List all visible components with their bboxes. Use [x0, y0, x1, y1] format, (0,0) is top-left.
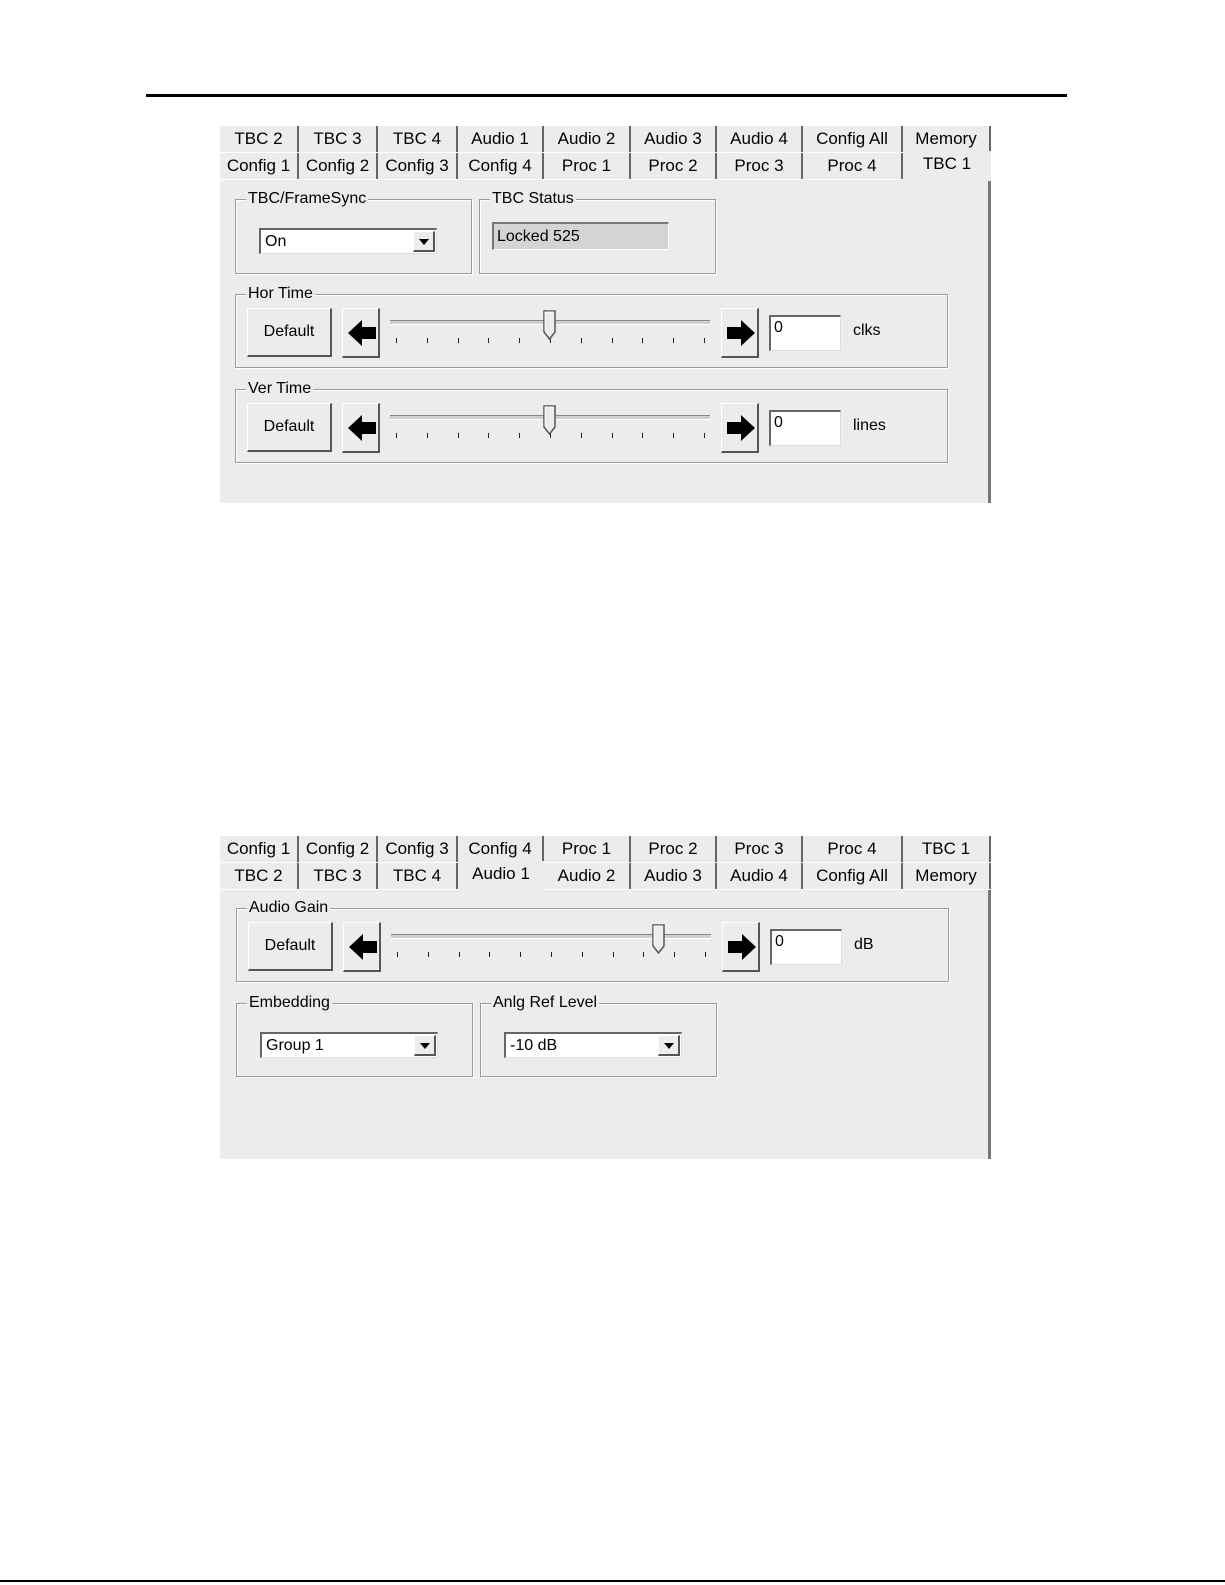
- select-value: Group 1: [266, 1037, 324, 1054]
- hor-time-default-button[interactable]: Default: [247, 308, 332, 357]
- slider-thumb[interactable]: [543, 310, 557, 340]
- tab-config-all[interactable]: Config All: [803, 126, 903, 152]
- ver-time-decrease-button[interactable]: [342, 403, 380, 453]
- tab-config-4[interactable]: Config 4: [458, 836, 544, 862]
- embedding-group: [236, 994, 473, 1077]
- slider-tick: [642, 433, 643, 438]
- tab-content: [220, 890, 991, 1159]
- left-arrow-icon: [346, 318, 378, 348]
- tab-config-1[interactable]: Config 1: [220, 836, 299, 862]
- slider-tick: [704, 433, 705, 438]
- ver-time-increase-button[interactable]: [721, 403, 759, 453]
- tab-proc-4[interactable]: Proc 4: [803, 153, 903, 179]
- slider-tick: [705, 952, 706, 957]
- right-arrow-icon: [726, 932, 758, 962]
- tab-proc-2[interactable]: Proc 2: [631, 836, 717, 862]
- tab-config-2[interactable]: Config 2: [299, 836, 378, 862]
- slider-tick: [519, 338, 520, 343]
- hor-time-input[interactable]: [769, 315, 841, 351]
- tab-proc-3[interactable]: Proc 3: [717, 836, 803, 862]
- select-value: On: [265, 233, 287, 250]
- slider-tick: [488, 433, 489, 438]
- tbc1-panel: [220, 126, 991, 503]
- slider-thumb[interactable]: [652, 924, 666, 954]
- slider-tick: [489, 952, 490, 957]
- embedding-select[interactable]: [260, 1032, 438, 1058]
- tab-config-2[interactable]: Config 2: [299, 153, 378, 179]
- tbc-status-readout: [492, 222, 669, 250]
- slider-tick: [427, 433, 428, 438]
- tab-config-all[interactable]: Config All: [803, 863, 903, 889]
- tab-tbc-2[interactable]: TBC 2: [220, 126, 299, 152]
- tab-audio-2[interactable]: Audio 2: [544, 863, 631, 889]
- tbc-framesync-select[interactable]: [259, 228, 437, 254]
- audio-gain-slider[interactable]: [389, 922, 713, 972]
- tab-tbc-1[interactable]: TBC 1: [903, 836, 991, 862]
- group-label: Ver Time: [248, 380, 312, 397]
- slider-tick: [674, 952, 675, 957]
- tab-proc-3[interactable]: Proc 3: [717, 153, 803, 179]
- slider-tick: [458, 338, 459, 343]
- slider-tick: [427, 338, 428, 343]
- tbc-framesync-group: [235, 190, 472, 274]
- hor-time-slider[interactable]: [388, 308, 712, 358]
- chevron-down-icon[interactable]: [413, 231, 435, 252]
- audio-gain-unit: dB: [854, 936, 874, 953]
- page-footer-rule: [0, 1580, 1225, 1582]
- slider-tick: [551, 952, 552, 957]
- slider-tick: [396, 338, 397, 343]
- slider-tick: [519, 433, 520, 438]
- tab-audio-3[interactable]: Audio 3: [631, 863, 717, 889]
- hor-time-unit: clks: [853, 322, 881, 339]
- ver-time-slider[interactable]: [388, 403, 712, 453]
- slider-tick: [582, 952, 583, 957]
- group-label: Embedding: [249, 994, 330, 1011]
- tab-proc-2[interactable]: Proc 2: [631, 153, 717, 179]
- tab-content: [220, 180, 991, 503]
- tab-tbc-2[interactable]: TBC 2: [220, 863, 299, 889]
- slider-tick: [397, 952, 398, 957]
- tab-tbc-4[interactable]: TBC 4: [378, 863, 458, 889]
- slider-tick: [613, 952, 614, 957]
- status-value: Locked 525: [497, 228, 580, 245]
- slider-tick: [673, 338, 674, 343]
- slider-tick: [704, 338, 705, 343]
- tab-config-1[interactable]: Config 1: [220, 153, 299, 179]
- group-label: Audio Gain: [249, 899, 329, 916]
- page-header-rule: [146, 94, 1067, 97]
- group-label: Hor Time: [248, 285, 313, 302]
- slider-tick: [428, 952, 429, 957]
- slider-tick: [520, 952, 521, 957]
- tab-tbc-3[interactable]: TBC 3: [299, 126, 378, 152]
- tab-proc-1[interactable]: Proc 1: [544, 836, 631, 862]
- slider-tick: [581, 338, 582, 343]
- slider-tick: [612, 433, 613, 438]
- audio-gain-decrease-button[interactable]: [343, 922, 381, 972]
- tab-audio-3[interactable]: Audio 3: [631, 126, 717, 152]
- tab-tbc-3[interactable]: TBC 3: [299, 863, 378, 889]
- hor-time-group: [235, 285, 948, 368]
- group-label: TBC Status: [492, 190, 574, 207]
- tab-config-4[interactable]: Config 4: [458, 153, 544, 179]
- tab-audio-1[interactable]: Audio 1: [458, 861, 544, 891]
- slider-tick: [459, 952, 460, 957]
- audio1-panel: [220, 836, 991, 1159]
- slider-tick: [488, 338, 489, 343]
- anlg-ref-level-group: [480, 994, 717, 1077]
- ver-time-group: [235, 380, 948, 463]
- group-label: TBC/FrameSync: [248, 190, 367, 207]
- tab-audio-4[interactable]: Audio 4: [717, 126, 803, 152]
- ver-time-default-button[interactable]: Default: [247, 403, 332, 452]
- select-value: -10 dB: [510, 1037, 558, 1054]
- input-value: 0: [775, 933, 784, 950]
- ver-time-unit: lines: [853, 417, 886, 434]
- slider-tick: [643, 952, 644, 957]
- tab-audio-2[interactable]: Audio 2: [544, 126, 631, 152]
- tab-memory[interactable]: Memory: [903, 126, 991, 152]
- audio-gain-default-button[interactable]: Default: [248, 922, 333, 971]
- tab-config-3[interactable]: Config 3: [378, 153, 458, 179]
- ver-time-input[interactable]: [769, 410, 841, 446]
- tab-memory[interactable]: Memory: [903, 863, 991, 889]
- slider-tick: [458, 433, 459, 438]
- anlg-ref-level-select[interactable]: [504, 1032, 682, 1058]
- hor-time-increase-button[interactable]: [721, 308, 759, 358]
- input-value: 0: [774, 319, 783, 336]
- input-value: 0: [774, 414, 783, 431]
- audio-gain-increase-button[interactable]: [722, 922, 760, 972]
- tab-tbc-4[interactable]: TBC 4: [378, 126, 458, 152]
- tab-tbc-1[interactable]: TBC 1: [903, 151, 991, 181]
- tab-audio-4[interactable]: Audio 4: [717, 863, 803, 889]
- left-arrow-icon: [346, 413, 378, 443]
- slider-tick: [612, 338, 613, 343]
- tab-proc-1[interactable]: Proc 1: [544, 153, 631, 179]
- audio-gain-input[interactable]: [770, 929, 842, 965]
- tbc-status-group: [479, 190, 716, 274]
- hor-time-decrease-button[interactable]: [342, 308, 380, 358]
- audio-gain-group: [236, 899, 949, 982]
- slider-tick: [673, 433, 674, 438]
- tab-config-3[interactable]: Config 3: [378, 836, 458, 862]
- left-arrow-icon: [347, 932, 379, 962]
- slider-tick: [581, 433, 582, 438]
- slider-tick: [396, 433, 397, 438]
- group-label: Anlg Ref Level: [493, 994, 598, 1011]
- chevron-down-icon[interactable]: [414, 1035, 436, 1056]
- right-arrow-icon: [725, 318, 757, 348]
- chevron-down-icon[interactable]: [658, 1035, 680, 1056]
- tab-audio-1[interactable]: Audio 1: [458, 126, 544, 152]
- right-arrow-icon: [725, 413, 757, 443]
- tab-proc-4[interactable]: Proc 4: [803, 836, 903, 862]
- slider-tick: [642, 338, 643, 343]
- slider-thumb[interactable]: [543, 405, 557, 435]
